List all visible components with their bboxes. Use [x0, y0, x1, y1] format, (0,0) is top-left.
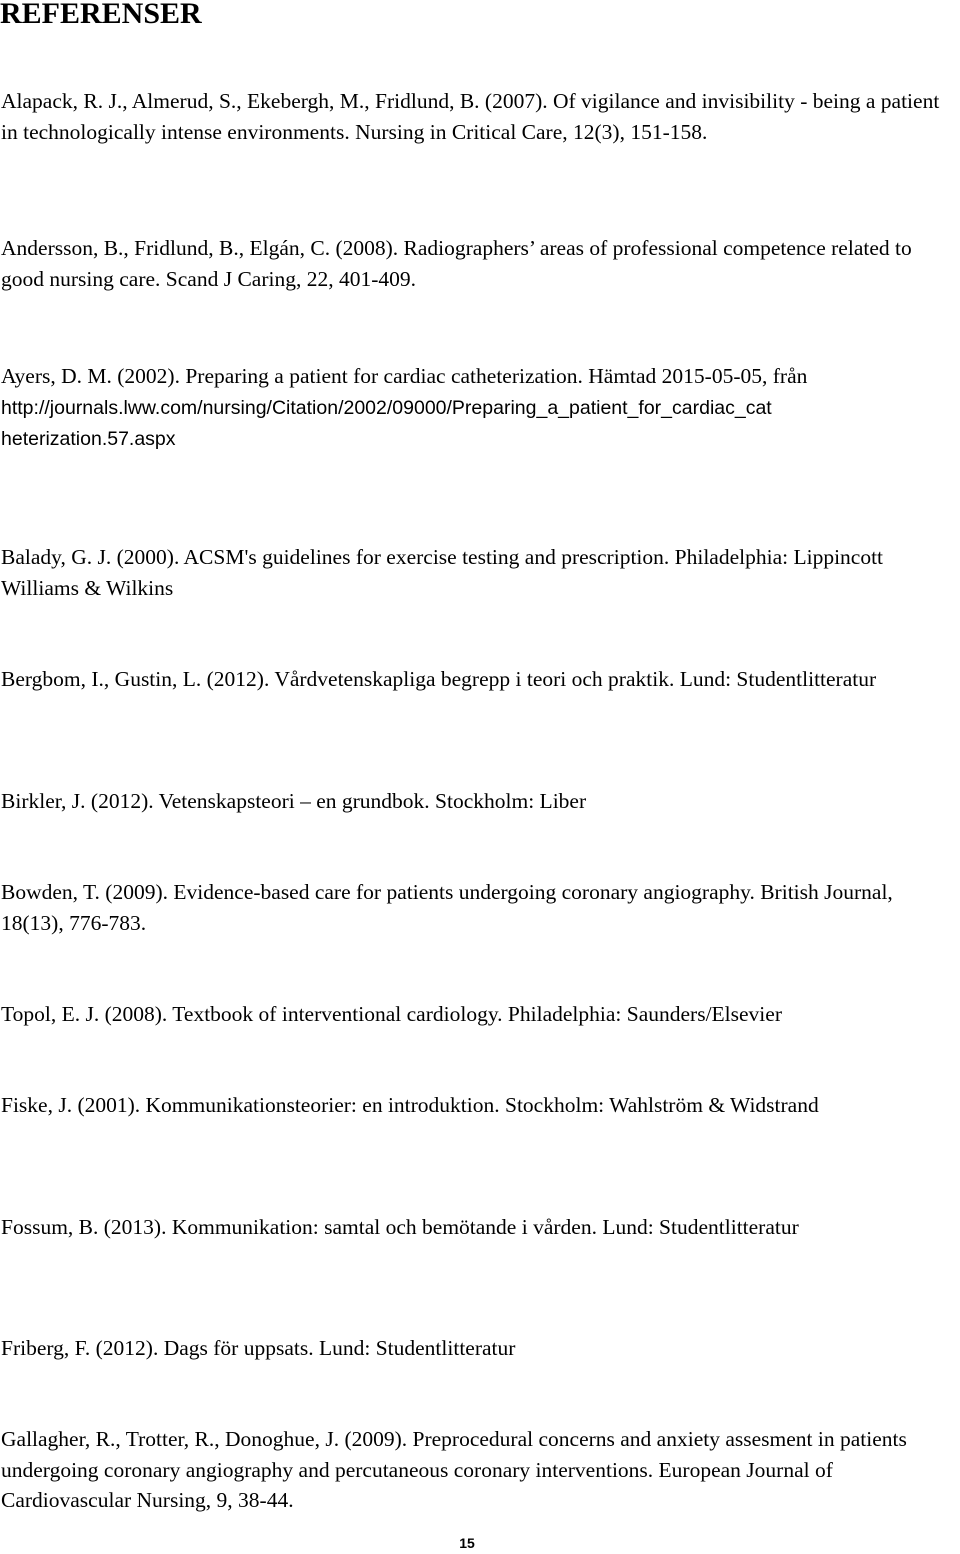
reference-fossum-2013: Fossum, B. (2013). Kommunikation: samtal och bemötande i vården. Lund: Studentlitteratur — [1, 1215, 799, 1239]
reference-ayers-2002 — [1, 361, 959, 455]
reference-gallagher-2009: Gallagher, R., Trotter, R., Donoghue, J. (2009). Preprocedural concerns and anxiety assesment in patients undergoing coronary angiography and percutaneous coronary interventions. European Journal of Cardiovascular Nursing, 9, 38-44. — [1, 1427, 907, 1512]
page-number: 15 — [459, 1535, 475, 1551]
reference-andersson-2008: Andersson, B., Fridlund, B., Elgán, C. (2008). Radiographers’ areas of professional competence related to good nursing care. Scand J Caring, 22, 401-409. — [1, 236, 912, 291]
reference-birkler-2012: Birkler, J. (2012). Vetenskapsteori – en grundbok. Stockholm: Liber — [1, 789, 587, 813]
reference-alapack-2007: Alapack, R. J., Almerud, S., Ekebergh, M., Fridlund, B. (2007). Of vigilance and invisibility - being a patient in technologically intense environments. Nursing in Critical Care, 12(3), 151-158. — [1, 89, 940, 144]
reference-friberg-2012: Friberg, F. (2012). Dags för uppsats. Lund: Studentlitteratur — [1, 1336, 516, 1360]
reference-balady-2000: Balady, G. J. (2000). ACSM's guidelines for exercise testing and prescription. Philadelphia: Lippincott Williams & Wilkins — [1, 545, 884, 600]
reference-topol-2008: Topol, E. J. (2008). Textbook of interventional cardiology. Philadelphia: Saunders/Elsevier — [1, 1002, 782, 1026]
reference-ayers-text: Ayers, D. M. (2002). Preparing a patient for cardiac catheterization. Hämtad 2015-05-05, från — [1, 364, 808, 388]
reference-fiske-2001: Fiske, J. (2001). Kommunikationsteorier: en introduktion. Stockholm: Wahlström & Widstrand — [1, 1093, 819, 1117]
page-title: REFERENSER — [0, 0, 202, 30]
reference-bowden-2009: Bowden, T. (2009). Evidence-based care for patients undergoing coronary angiography. British Journal, 18(13), 776-783. — [1, 880, 893, 935]
reference-ayers-url-continued[interactable]: heterization.57.aspx — [1, 428, 176, 450]
reference-bergbom-2012: Bergbom, I., Gustin, L. (2012). Vårdvetenskapliga begrepp i teori och praktik. Lund: Studentlitteratur — [1, 667, 877, 691]
reference-ayers-url[interactable]: http://journals.lww.com/nursing/Citation/2002/09000/Preparing_a_patient_for_cardiac_cat — [1, 396, 772, 419]
